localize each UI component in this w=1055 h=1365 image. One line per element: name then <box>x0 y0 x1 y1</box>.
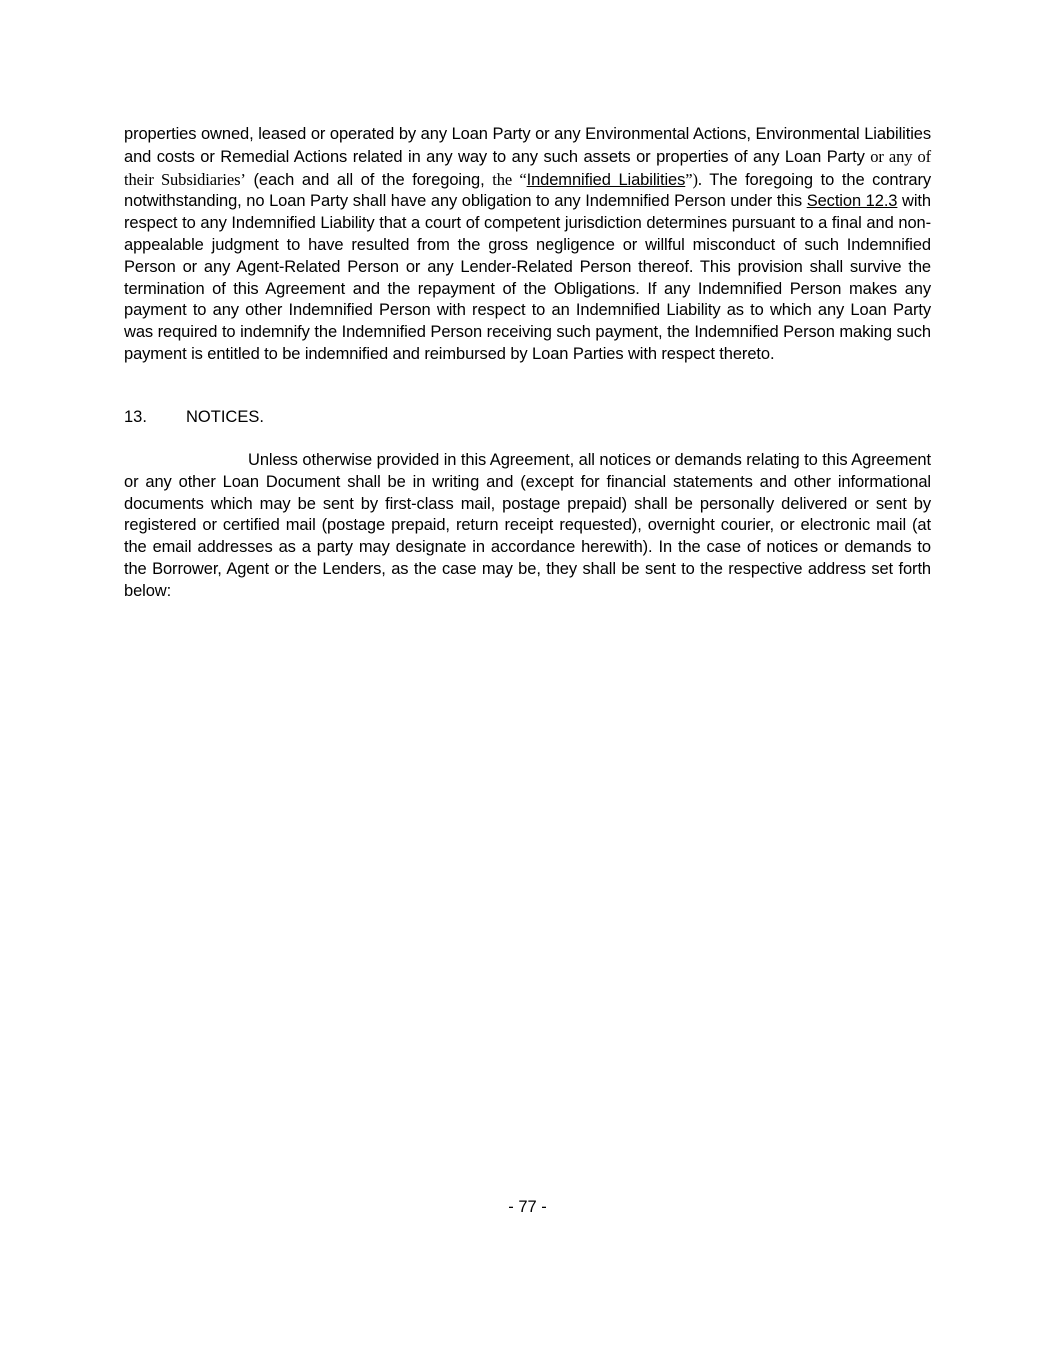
paragraph-1-text-g: with respect to any Indemnified Liability that a court of competent jurisdiction determines pursuant to a final and non-appealable judgment to have resulted from the gross negligence or willful misconduct of such Indemnified Person or any Agent-Related Person or any Lender-Related Person thereof. This provision shall survive the termination of this Agreement and the repayment of the Obligations. If any Indemnified Person makes any payment to any other Indemnified Person with respect to an Indemnified Liability as to which any Loan Party was required to indemnify the Indemnified Person receiving such payment, the Indemnified Person making such payment is entitled to be indemnified and reimbursed by Loan Parties with respect thereto. <box>124 192 931 363</box>
paragraph-1-text-b: or any of their Subsidiaries’ <box>124 146 931 189</box>
notices-paragraph: Unless otherwise provided in this Agreement, all notices or demands relating to this Agreement or any other Loan Document shall be in writing and (except for financial statements and other informational documents which may be sent by first-class mail, postage prepaid) shall be personally delivered or sent by registered or certified mail (postage prepaid, return receipt requested), overnight courier, or electronic mail (at the email addresses as a party may designate in accordance herewith). In the case of notices or demands to the Borrower, Agent or the Lenders, as the case may be, they shall be sent to the respective address set forth below: <box>124 451 931 600</box>
section-heading <box>124 407 264 429</box>
page-number: - 77 - <box>508 1198 547 1216</box>
section-reference-12-3: Section 12.3 <box>806 192 898 211</box>
paragraph-1-text-e: ”). <box>685 169 702 189</box>
paragraph-1-text-a: properties owned, leased or operated by any Loan Party or any Environmental Actions, Environmental Liabilities and costs or Remedial Actions related in any way to any such assets or properties of any Loan Party <box>124 125 931 166</box>
section-number: 13. <box>124 408 147 426</box>
defined-term-indemnified-liabilities: Indemnified Liabilities <box>526 170 686 189</box>
paragraph-1-text-f: The foregoing to the contrary notwithstanding, no Loan Party shall have any obligation to any Indemnified Person under this <box>124 170 931 211</box>
paragraph-1-text-d: the “ <box>492 169 527 189</box>
paragraph-1-text-c: (each and all of the foregoing, <box>245 170 493 189</box>
indemnification-paragraph <box>124 124 931 366</box>
section-title: NOTICES. <box>186 408 264 426</box>
